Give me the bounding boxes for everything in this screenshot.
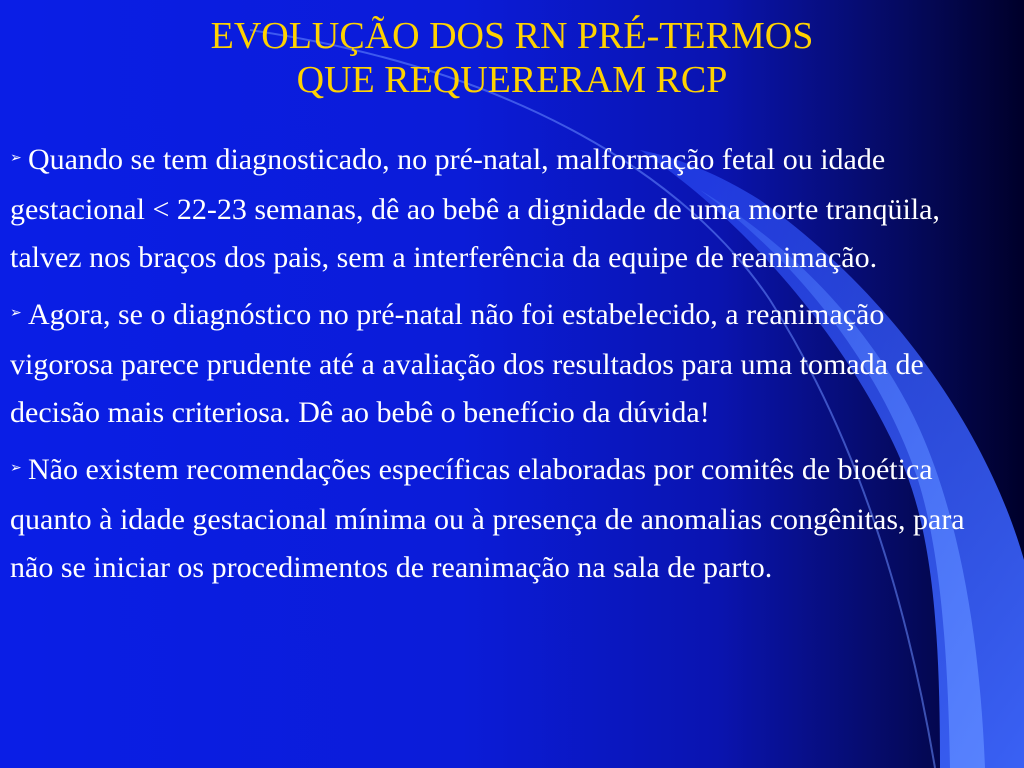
bullet-item xyxy=(10,446,995,592)
bullet-list xyxy=(10,136,995,601)
arrow-bullet-icon: ➢ xyxy=(10,461,22,477)
title-line-1: EVOLUÇÃO DOS RN PRÉ-TERMOS xyxy=(210,15,814,57)
bullet-item xyxy=(10,136,995,282)
bullet-item xyxy=(10,291,995,437)
bullet-text: Agora, se o diagnóstico no pré-natal não foi estabelecido, a reanimação vigorosa parece prudente até a avaliação dos resultados para uma tomada de decisão mais criteriosa. Dê ao bebê o benefício da dúvida! xyxy=(10,298,924,430)
arrow-bullet-icon: ➢ xyxy=(10,306,22,322)
title-line-2: QUE REQUERERAM RCP xyxy=(296,59,728,101)
slide-title xyxy=(0,14,1024,102)
bullet-text: Quando se tem diagnosticado, no pré-natal, malformação fetal ou idade gestacional < 22-23 semanas, dê ao bebê a dignidade de uma morte tranqüila, talvez nos braços dos pais, sem a interferência da equipe de reanimação. xyxy=(10,143,940,275)
arrow-bullet-icon: ➢ xyxy=(10,151,22,167)
bullet-text: Não existem recomendações específicas elaboradas por comitês de bioética quanto à idade gestacional mínima ou à presença de anomalias congênitas, para não se iniciar os procedimentos de reanimação na sala de parto. xyxy=(10,453,965,585)
